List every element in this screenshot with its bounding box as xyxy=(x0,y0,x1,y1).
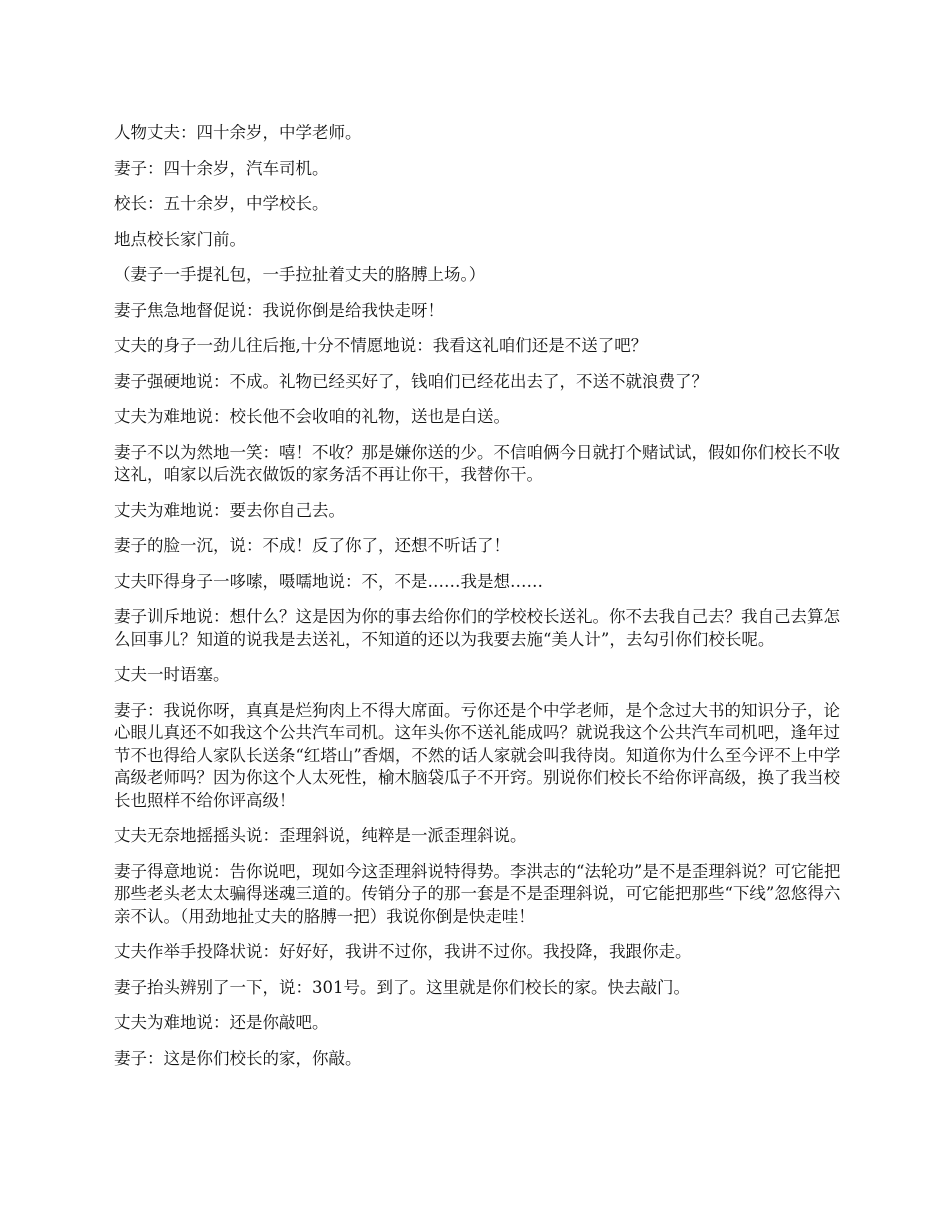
paragraph-dialogue: 丈夫吓得身子一哆嗦，嗫嚅地说：不，不是……我是想…… xyxy=(114,571,543,591)
paragraph-dialogue: 妻子：我说你呀，真真是烂狗肉上不得大席面。亏你还是个中学老师，是个念过大书的知识分子，论心眼儿真还不如我这个公共汽车司机。这年头你不送礼能成吗？就说我这个公共汽车司机吧，逢年过节不也得给人家队长送条“红塔山”香烟，不然的话人家就会叫我待岗。知道你为什么至今评不上中学高级老师吗？因为你这个人太死性，榆木脑袋瓜子不开窍。别说你们校长不给你评高级，换了我当校长也照样不给你评高级！ xyxy=(114,700,841,810)
paragraph-dialogue: 丈夫的身子一劲儿往后拖,十分不情愿地说：我看这礼咱们还是不送了吧？ xyxy=(114,336,648,355)
paragraph-setting: 地点校长家门前。 xyxy=(114,229,246,249)
paragraph-cast-wife: 妻子：四十余岁，汽车司机。 xyxy=(114,158,329,178)
paragraph-cast-principal: 校长：五十余岁，中学校长。 xyxy=(114,194,329,213)
paragraph-dialogue: 妻子不以为然地一笑：嘻！不收？那是嫌你送的少。不信咱俩今日就打个赌试试，假如你们校长不收这礼，咱家以后洗衣做饭的家务活不再让你干，我替你干。 xyxy=(114,442,840,484)
paragraph-cast-husband: 人物丈夫：四十余岁，中学老师。 xyxy=(114,123,362,142)
paragraph-dialogue: 妻子抬头辨别了一下，说：301号。到了。这里就是你们校长的家。快去敲门。 xyxy=(114,977,690,997)
paragraph-dialogue: 妻子强硬地说：不成。礼物已经买好了，钱咱们已经花出去了，不送不就浪费了？ xyxy=(114,371,708,391)
paragraph-dialogue: 丈夫一时语塞。 xyxy=(114,665,230,684)
paragraph-stage-direction: （妻子一手提礼包，一手拉扯着丈夫的胳膊上场。） xyxy=(114,265,486,284)
paragraph-dialogue: 丈夫作举手投降状说：好好好，我讲不过你，我讲不过你。我投降，我跟你走。 xyxy=(114,942,692,961)
paragraph-dialogue: 丈夫为难地说：校长他不会收咱的礼物，送也是白送。 xyxy=(114,407,510,426)
paragraph-dialogue: 丈夫无奈地摇摇头说：歪理斜说，纯粹是一派歪理斜说。 xyxy=(114,826,527,845)
paragraph-dialogue: 妻子训斥地说：想什么？这是因为你的事去给你们的学校校长送礼。你不去我自己去？我自己去算怎么回事儿？知道的说我是去送礼，不知道的还以为我要去施“美人计”，去勾引你们校长呢。 xyxy=(114,607,840,649)
paragraph-dialogue: 妻子得意地说：告你说吧，现如今这歪理斜说特得势。李洪志的“法轮功”是不是歪理斜说？可它能把那些老头老太太骗得迷魂三道的。传销分子的那一套是不是歪理斜说，可它能把那些“下线”忽悠得六亲不认。（用劲地扯丈夫的胳膊一把）我说你倒是快走哇！ xyxy=(114,861,841,926)
paragraph-dialogue: 丈夫为难地说：还是你敲吧。 xyxy=(114,1013,329,1032)
paragraph-dialogue: 妻子的脸一沉，说：不成！反了你了，还想不听话了！ xyxy=(114,536,510,555)
paragraph-dialogue: 丈夫为难地说：要去你自己去。 xyxy=(114,500,345,520)
paragraph-dialogue: 妻子：这是你们校长的家，你敲。 xyxy=(114,1048,362,1068)
paragraph-dialogue: 妻子焦急地督促说：我说你倒是给我快走呀！ xyxy=(114,300,444,320)
document-body xyxy=(114,122,842,1083)
